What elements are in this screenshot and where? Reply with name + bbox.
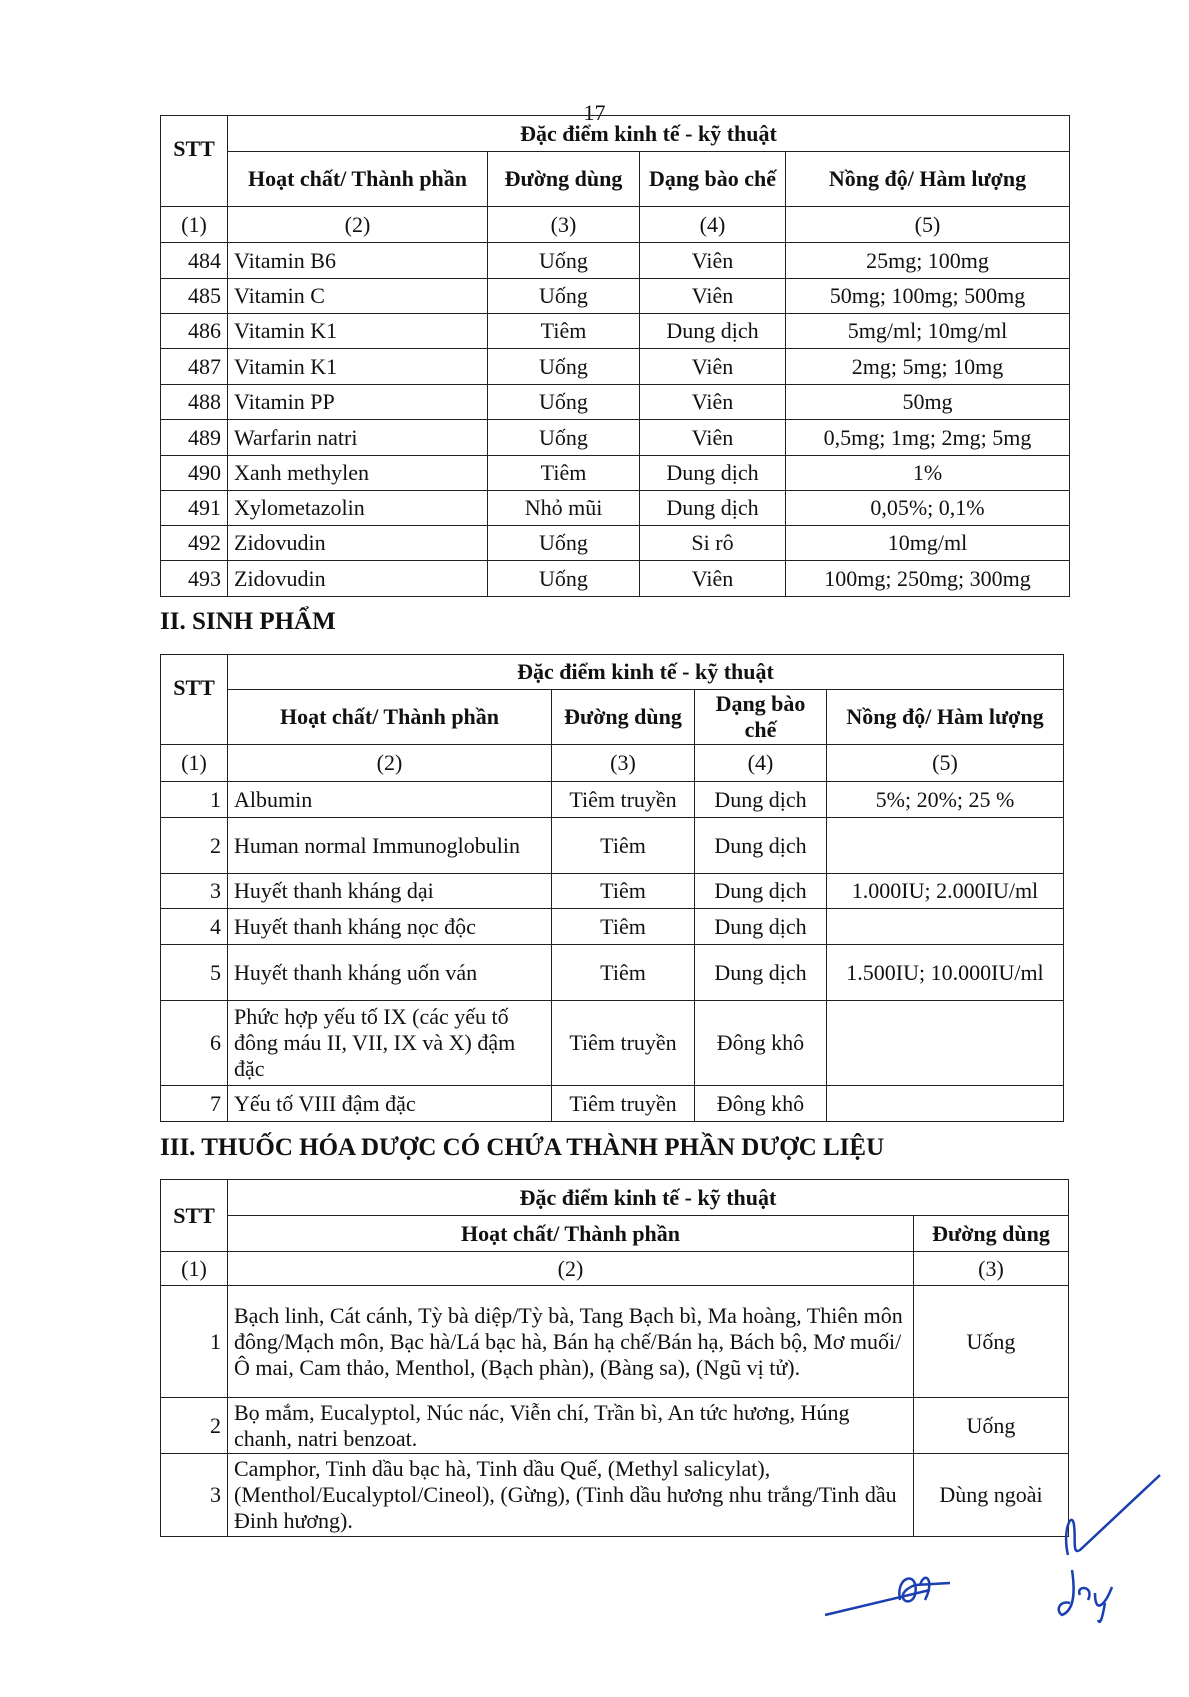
row-ingredient: Xylometazolin [228,491,488,526]
row-form: Dung dịch [695,909,827,945]
row-form: Viên [640,385,786,420]
header-ingredient: Hoạt chất/ Thành phần [228,690,552,745]
header-group: Đặc điểm kinh tế - kỹ thuật [228,655,1064,690]
row-form: Đông khô [695,1086,827,1122]
header-stt: STT [161,655,228,745]
table-row [161,1286,1069,1398]
row-stt: 489 [161,420,228,456]
row-strength: 50mg [786,385,1070,420]
col-num: (5) [827,745,1064,782]
row-route: Uống [488,561,640,597]
row-strength [827,818,1064,874]
row-strength: 1.500IU; 10.000IU/ml [827,945,1064,1001]
row-stt: 488 [161,385,228,420]
signature-initial-2 [820,1565,970,1620]
table-row [161,909,1064,945]
row-route: Tiêm truyền [552,1086,695,1122]
header-route: Đường dùng [914,1216,1069,1252]
row-strength: 1.000IU; 2.000IU/ml [827,874,1064,909]
table-row [161,279,1070,314]
row-ingredient: Huyết thanh kháng nọc độc [228,909,552,945]
row-strength: 0,5mg; 1mg; 2mg; 5mg [786,420,1070,456]
row-form: Dung dịch [640,456,786,491]
row-stt: 2 [161,818,228,874]
row-stt: 485 [161,279,228,314]
row-strength: 2mg; 5mg; 10mg [786,349,1070,385]
row-stt: 486 [161,314,228,349]
row-ingredient: Vitamin C [228,279,488,314]
row-ingredient: Huyết thanh kháng uốn ván [228,945,552,1001]
table-row [161,349,1070,385]
col-num: (3) [488,207,640,243]
row-route: Tiêm truyền [552,1001,695,1086]
row-route: Tiêm [488,456,640,491]
column-number-row [161,745,1064,782]
row-form: Dung dịch [695,874,827,909]
row-stt: 4 [161,909,228,945]
row-ingredient: Albumin [228,782,552,818]
header-route: Đường dùng [488,152,640,207]
page-number: 17 [583,100,606,125]
row-stt: 1 [161,782,228,818]
row-ingredient: Zidovudin [228,526,488,561]
col-num: (1) [161,745,228,782]
col-num: (2) [228,745,552,782]
row-strength: 50mg; 100mg; 500mg [786,279,1070,314]
table-row [161,243,1070,279]
row-route: Uống [488,526,640,561]
table-herbal [160,1179,1069,1537]
row-route: Tiêm [552,909,695,945]
table-row [161,1398,1069,1454]
col-num: (4) [640,207,786,243]
section-title-biologics: II. SINH PHẨM [160,608,336,635]
table-row [161,1001,1064,1086]
table-row [161,526,1070,561]
row-stt: 3 [161,1454,228,1537]
row-form: Si rô [640,526,786,561]
table-row [161,420,1070,456]
row-strength: 5mg/ml; 10mg/ml [786,314,1070,349]
row-form: Dung dịch [640,491,786,526]
header-stt: STT [161,1180,228,1252]
row-form: Dung dịch [695,945,827,1001]
row-route: Tiêm [552,818,695,874]
row-stt: 3 [161,874,228,909]
row-strength [827,1001,1064,1086]
row-ingredient: Phức hợp yếu tố IX (các yếu tố đông máu II, VII, IX và X) đậm đặc [228,1001,552,1086]
header-form: Dạng bào chế [695,690,827,745]
row-ingredient: Warfarin natri [228,420,488,456]
column-number-row [161,207,1070,243]
row-route: Uống [488,243,640,279]
row-route: Dùng ngoài [914,1454,1069,1537]
row-form: Viên [640,243,786,279]
row-strength: 0,05%; 0,1% [786,491,1070,526]
row-route: Tiêm truyền [552,782,695,818]
col-num: (1) [161,207,228,243]
row-stt: 487 [161,349,228,385]
row-form: Viên [640,420,786,456]
row-stt: 7 [161,1086,228,1122]
col-num: (5) [786,207,1070,243]
header-strength: Nồng độ/ Hàm lượng [827,690,1064,745]
row-ingredient: Bạch linh, Cát cánh, Tỳ bà diệp/Tỳ bà, Tang Bạch bì, Ma hoàng, Thiên môn đông/Mạch môn, Bạc hà/Lá bạc hà, Bán hạ chế/Bán hạ, Bách bộ, Mơ muối/Ô mai, Cam thảo, Menthol, (Bạch phàn), (Bàng sa), (Ngũ vị tử). [228,1286,914,1398]
row-strength: 5%; 20%; 25 % [827,782,1064,818]
row-route: Nhỏ mũi [488,491,640,526]
row-route: Tiêm [488,314,640,349]
col-num: (2) [228,207,488,243]
row-route: Uống [488,420,640,456]
table-row [161,945,1064,1001]
header-ingredient: Hoạt chất/ Thành phần [228,152,488,207]
row-stt: 484 [161,243,228,279]
header-ingredient: Hoạt chất/ Thành phần [228,1216,914,1252]
table-row [161,561,1070,597]
section-title-herbal: III. THUỐC HÓA DƯỢC CÓ CHỨA THÀNH PHẦN DƯỢC LIỆU [160,1134,885,1161]
row-form: Dung dịch [695,818,827,874]
signature-initial-3 [1050,1565,1120,1625]
col-num: (4) [695,745,827,782]
table-row [161,1086,1064,1122]
row-route: Uống [488,385,640,420]
row-route: Tiêm [552,874,695,909]
row-stt: 492 [161,526,228,561]
table-row [161,1454,1069,1537]
col-num: (3) [914,1252,1069,1286]
row-ingredient: Xanh methylen [228,456,488,491]
row-stt: 491 [161,491,228,526]
table-row [161,782,1064,818]
table-row [161,491,1070,526]
signature-initial-1 [1060,1470,1170,1560]
row-form: Dung dịch [640,314,786,349]
row-ingredient: Vitamin B6 [228,243,488,279]
row-form: Đông khô [695,1001,827,1086]
column-number-row [161,1252,1069,1286]
row-route: Uống [488,349,640,385]
row-form: Viên [640,561,786,597]
col-num: (2) [228,1252,914,1286]
row-route: Uống [914,1398,1069,1454]
row-route: Tiêm [552,945,695,1001]
table-pharma-1 [160,115,1070,597]
row-ingredient: Camphor, Tinh dầu bạc hà, Tinh dầu Quế, (Methyl salicylat), (Menthol/Eucalyptol/Cineol), (Gừng), (Tinh dầu hương nhu trắng/Tinh dầu Đinh hương). [228,1454,914,1537]
header-strength: Nồng độ/ Hàm lượng [786,152,1070,207]
row-form: Dung dịch [695,782,827,818]
row-strength [827,909,1064,945]
row-ingredient: Vitamin K1 [228,349,488,385]
row-stt: 2 [161,1398,228,1454]
header-group: Đặc điểm kinh tế - kỹ thuật [228,116,1070,152]
header-form: Dạng bào chế [640,152,786,207]
row-strength: 100mg; 250mg; 300mg [786,561,1070,597]
header-route: Đường dùng [552,690,695,745]
row-ingredient: Zidovudin [228,561,488,597]
row-ingredient: Yếu tố VIII đậm đặc [228,1086,552,1122]
row-route: Uống [914,1286,1069,1398]
row-ingredient: Vitamin K1 [228,314,488,349]
table-row [161,385,1070,420]
row-form: Viên [640,349,786,385]
table-row [161,314,1070,349]
row-stt: 493 [161,561,228,597]
header-group: Đặc điểm kinh tế - kỹ thuật [228,1180,1069,1216]
row-strength: 25mg; 100mg [786,243,1070,279]
row-stt: 6 [161,1001,228,1086]
row-ingredient: Human normal Immunoglobulin [228,818,552,874]
table-row [161,874,1064,909]
row-ingredient: Bọ mắm, Eucalyptol, Núc nác, Viễn chí, Trần bì, An tức hương, Húng chanh, natri benzoat. [228,1398,914,1454]
row-stt: 490 [161,456,228,491]
row-stt: 5 [161,945,228,1001]
col-num: (1) [161,1252,228,1286]
row-ingredient: Huyết thanh kháng dại [228,874,552,909]
row-stt: 1 [161,1286,228,1398]
row-form: Viên [640,279,786,314]
header-stt: STT [161,116,228,207]
row-strength: 10mg/ml [786,526,1070,561]
row-ingredient: Vitamin PP [228,385,488,420]
col-num: (3) [552,745,695,782]
table-biologics [160,654,1064,1122]
row-strength [827,1086,1064,1122]
row-route: Uống [488,279,640,314]
table-row [161,456,1070,491]
row-strength: 1% [786,456,1070,491]
table-row [161,818,1064,874]
